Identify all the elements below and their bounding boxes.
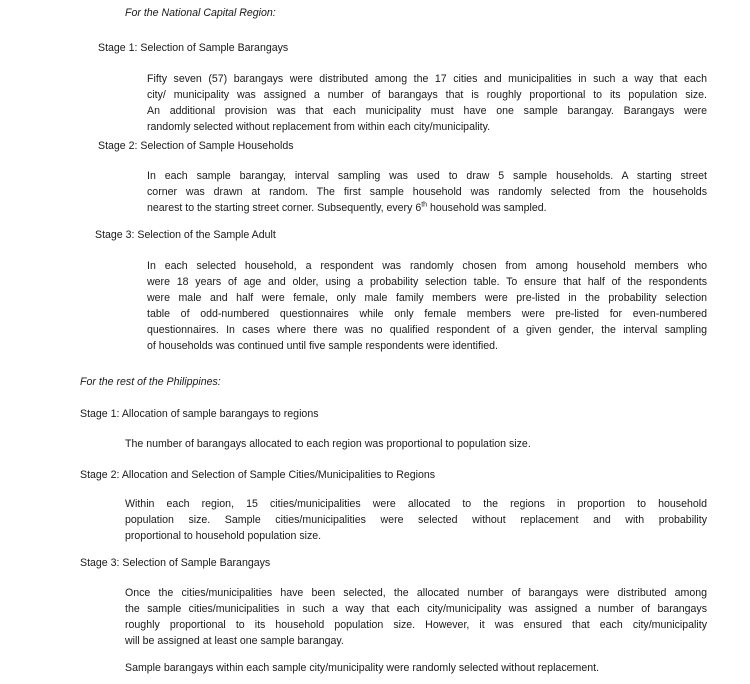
rest-stage-2-body <box>125 496 707 544</box>
text-line: An additional provision was that each municipality must have one sample barangay. Barangays were <box>147 105 707 117</box>
text-line: table of odd-numbered questionnaires while only female members were pre-listed for even-numbered <box>147 308 707 320</box>
text-line: were 18 years of age and older, using a probability selection table. To ensure that half of the respondents <box>147 276 707 288</box>
text-line: were male and half were female, only male family members were pre-listed in the probability selection <box>147 292 707 304</box>
text-line: corner was drawn at random. The first sample household was randomly selected from the households <box>147 186 707 198</box>
rest-stage-1-title: Stage 1: Allocation of sample barangays to regions <box>80 408 319 420</box>
text-line: will be assigned at least one sample barangay. <box>125 635 344 647</box>
text-line: proportional to household population size. <box>125 530 322 542</box>
ncr-stage-1-title: Stage 1: Selection of Sample Barangays <box>98 42 289 54</box>
rest-stage-3-body <box>125 585 707 649</box>
ncr-stage-1-body <box>147 71 707 135</box>
text-line: Once the cities/municipalities have been selected, the allocated number of barangays were distributed among <box>125 587 707 599</box>
rest-stage-3-extra <box>125 660 725 676</box>
superscript: th <box>421 201 428 209</box>
text-line: roughly proportional to its household population size. However, it was ensured that each city/municipality <box>125 619 707 631</box>
text-line: of households was continued until five sample respondents were identified. <box>147 340 498 352</box>
text-fragment: nearest to the starting street corner. Subsequently, every 6 <box>147 202 422 214</box>
ncr-heading: For the National Capital Region: <box>125 7 276 19</box>
rest-heading: For the rest of the Philippines: <box>80 376 221 388</box>
text-fragment: household was sampled. <box>427 202 547 214</box>
text-line: In each selected household, a respondent was randomly chosen from among household members who <box>147 260 707 272</box>
rest-stage-1-body <box>125 436 725 452</box>
text-line: population size. Sample cities/municipalities were selected without replacement and with probability <box>125 514 707 526</box>
text-line: questionnaires. In cases where there was no qualified respondent of a given gender, the interval sampling <box>147 324 707 336</box>
text-line: city/ municipality was assigned a number of barangays that is roughly proportional to its population size. <box>147 89 707 101</box>
text-line: Fifty seven (57) barangays were distributed among the 17 cities and municipalities in such a way that each <box>147 73 707 85</box>
ncr-stage-3-title: Stage 3: Selection of the Sample Adult <box>95 229 276 241</box>
ncr-stage-3-body <box>147 258 707 354</box>
ncr-stage-2-body <box>147 168 707 216</box>
text-line: the sample cities/municipalities in such a way that each city/municipality was assigned a number of barangays <box>125 603 707 615</box>
text-line: In each sample barangay, interval sampling was used to draw 5 sample households. A starting street <box>147 170 707 182</box>
text-line: randomly selected without replacement from within each city/municipality. <box>147 121 491 133</box>
text-line <box>147 200 707 216</box>
rest-stage-3-title: Stage 3: Selection of Sample Barangays <box>80 557 271 569</box>
text-line: The number of barangays allocated to each region was proportional to population size. <box>125 438 531 450</box>
ncr-stage-2-title: Stage 2: Selection of Sample Households <box>98 140 294 152</box>
text-line: Sample barangays within each sample city/municipality were randomly selected without replacement. <box>125 662 600 674</box>
text-line: Within each region, 15 cities/municipalities were allocated to the regions in proportion to household <box>125 498 707 510</box>
rest-stage-2-title: Stage 2: Allocation and Selection of Sample Cities/Municipalities to Regions <box>80 469 436 481</box>
